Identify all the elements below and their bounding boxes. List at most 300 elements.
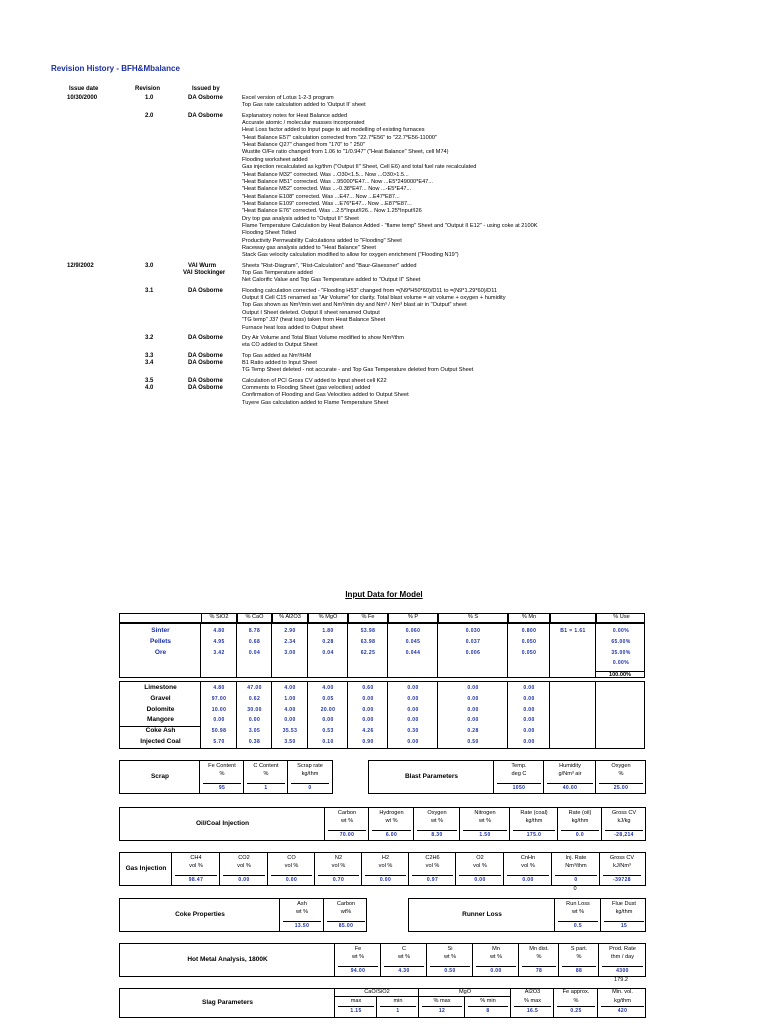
slag-value: 12 [438,1008,446,1014]
revision-author: DA Osborne [188,377,223,384]
param-header-line2: vol % [331,863,346,869]
param-header-line2: wt % [351,954,365,960]
param-header-line1: Gross CV [611,810,637,816]
ore-value: 0.037 [465,639,481,645]
revision-author: DA Osborne [188,95,223,101]
revision-note: Sheets "Rist-Diagram", "Rist-Calculation" and "Baur-Glaessner" added [242,262,417,269]
param-header-line2: deg C [511,771,527,777]
ore-value: 53.98 [360,628,376,634]
ore-row-name: Pellets [150,638,171,645]
ore-value: 35.00% [611,650,631,656]
revision-author: DA Osborne [188,112,223,119]
ore-row-name: Sinter [151,627,170,634]
additive-value: 0.05 [322,695,334,702]
slag-value-underline [338,1006,374,1007]
revision-note: Accurate atomic / molecular masses incorporated [242,120,365,127]
oil-coal-label: Oil/Coal Injection [195,820,250,827]
param-value: 1 [264,785,268,791]
param-value: 94.00 [350,968,366,974]
additive-value: 0.00 [523,706,535,713]
revision-author: VAI Stockinger [183,270,226,277]
param-header-line1: CH4 [190,855,202,861]
ore-extra-use: 0.00% [612,660,630,666]
scrap-label: Scrap [150,773,170,780]
revision-note: Flooding Sheet Tidied [242,230,297,237]
param-header-line1: O2 [476,855,484,861]
param-header-line1: Mn [492,946,500,952]
slag-group-header: Min. vol. [612,989,633,995]
hot-metal-below: 179.2 [614,977,628,983]
revision-history-title: Revision History - BFH&Mbalance [51,64,180,73]
param-value-underline [247,783,285,784]
ore-value: 2.34 [284,639,296,645]
param-value-underline [507,875,549,876]
ore-value: 63.98 [360,639,376,645]
additive-value: 0.60 [362,685,374,691]
param-value: 4300 [616,968,629,974]
param-header-line2: vol % [284,863,299,869]
revision-note: Excel version of Lotus 1-2-3 program [242,95,334,101]
ore-value: 4.95 [213,639,225,645]
revision-note: Explanatory notes for Heat Balance added [242,112,348,119]
param-value: 0.00 [474,877,486,883]
param-header-line1: Carbon [336,901,356,907]
param-header-line2: kg/thm [301,771,319,777]
param-value-underline [283,921,321,922]
revision-number: 3.1 [145,287,154,294]
revision-note: Dry top gas analysis added to "Output II" Sheet [242,215,359,222]
param-value: 8.30 [431,832,443,838]
param-value-underline [318,875,359,876]
ore-value: 0.030 [465,628,481,634]
revision-note: "Heat Balance M52" corrected. Was ...-0.38*E47... Now ...-E5*E47... [242,186,412,193]
additive-value: 3.05 [248,728,261,735]
runner-label: Runner Loss [462,911,502,918]
ore-value: 0.050 [521,650,537,656]
param-value-underline [562,966,596,967]
additive-value: 0.00 [407,685,419,691]
gas-injection-box [119,852,646,886]
additive-value: 0.00 [467,685,479,691]
additive-value: 0.28 [467,728,479,735]
revision-note: Raceway gas analysis added to "Heat Balance" Sheet [242,245,376,251]
param-header-line2: vol % [521,863,535,869]
param-value-underline [604,921,644,922]
ore-table [119,623,645,678]
revision-note: "TG temp" J37 (heat loss) taken from Heat Balance Sheet [242,317,386,324]
revision-note: Flooding worksheet added [242,156,308,163]
param-header-line2: wt % [340,818,354,824]
input-data-title: Input Data for Model [345,590,423,599]
ore-value: 0.045 [405,639,421,645]
revision-note: Top Gas added as Nm³/tHM [242,352,312,359]
slag-value-underline [514,1006,551,1007]
slag-value: 16.5 [526,1008,539,1014]
revision-number: 2.0 [145,112,154,119]
param-header-line2: vol % [473,863,487,869]
coke-box [119,898,367,932]
additive-value: 50.98 [211,728,227,735]
revision-author: DA Osborne [188,384,223,391]
param-value-underline [291,783,329,784]
param-header-line1: Mn dist. [529,946,549,952]
revision-note: Furnace heat loss added to Output sheet [242,324,344,331]
param-header-line1: Carbon [337,810,357,816]
slag-value: 0.25 [570,1008,582,1014]
param-value-underline [327,921,365,922]
param-value-underline [513,830,555,831]
param-value: 0.5 [573,923,583,929]
additive-value: 0.00 [407,706,419,713]
additive-value: 4.26 [362,728,374,735]
additive-row-name: Injected Coal [140,738,181,745]
param-header-line1: Hydrogen [379,810,404,816]
slag-group-header: MgO [458,989,472,995]
hot-metal-label: Hot Metal Analysis, 1800K [187,956,268,963]
ore-value: 8.78 [248,628,261,634]
param-header-line1: Temp. [511,763,527,769]
ore-value: 0.006 [465,650,481,656]
param-header-line1: Rate (oil) [568,810,592,816]
slag-box [119,988,646,1018]
param-header-line1: CnHn [520,855,536,861]
revision-date: 10/30/2000 [67,95,98,101]
ore-value: 65.00% [611,639,631,645]
param-header-line1: Rate (coal) [520,810,548,816]
revision-note: Top Gas rate calculation added to 'Output II' sheet [242,102,366,109]
revision-note: Dry Air Volume and Total Blast Volume modified to show Nm³/thm [242,334,404,341]
additive-value: 1.00 [284,695,296,702]
param-value: 78 [535,968,543,974]
additive-row-name: Coke Ash [145,727,176,735]
slag-value: 1.15 [350,1008,362,1014]
revision-number: 3.3 [145,352,154,359]
revision-note: Flame Temperature Calculation by Heat Balance Added - "flame temp" Sheet and "Output II E12" - using coke at 2100K [242,222,538,229]
additive-value: 0.00 [248,717,261,724]
param-value: 0.00 [238,877,250,883]
param-value: 95 [218,785,226,791]
additive-value: 4.00 [284,706,296,713]
ore-row-name: Ore [154,649,167,656]
param-value: 175.0 [526,832,542,838]
additive-value: 30.00 [247,706,262,713]
param-header-line2: % [576,954,582,960]
additive-value: 0.62 [248,695,261,702]
param-header-line2: vol % [189,863,203,869]
ore-value: 0.28 [322,639,334,645]
revision-note: Comments to Flooding Sheet (gas velocities) added [242,384,371,391]
param-value-underline [599,783,643,784]
param-value: 0.00 [285,877,298,883]
revision-note: Heat Loss factor added to Input page to aid modelling of existing furnaces [242,127,425,134]
param-value: 0 [574,877,578,883]
param-header-line1: Si [447,946,453,952]
blast-box [368,760,646,794]
ore-value: B1 = 1.61 [560,628,586,634]
ore-header-cell: % S [438,614,508,622]
additive-row-name: Dolomite [146,705,175,713]
gas-injection-label: Gas Injection [125,865,167,872]
additive-value: 0.00 [284,717,296,724]
revision-note: B1 Ratio added to Input Sheet [242,359,317,366]
slag-group-header: Al2O3 [524,989,541,995]
param-value: 13.50 [294,923,310,929]
param-header-line2: vol % [237,863,251,869]
revision-note: Confirmation of Flooding and Gas Velocities added to Output Sheet [242,392,409,399]
ore-header-cell [550,614,596,622]
param-value-underline [328,830,366,831]
revision-note: "Heat Balance E57" calculation corrected from "22.7*E56" to "22.7*E56-11000" [242,134,437,141]
param-value-underline [175,875,217,876]
param-header-line2: vol % [425,863,440,869]
ore-value: 0.04 [248,650,261,656]
param-header-line1: C [401,946,407,952]
revision-note: eta CO added to Output Sheet [242,342,318,349]
param-value: 98.47 [188,877,204,883]
ore-value: 0.800 [521,628,537,634]
ore-value: 0.04 [322,650,334,656]
slag-sub-header: min [393,998,403,1004]
param-header-line1: Nitrogen [474,810,496,816]
additive-value: 0.30 [407,728,419,735]
param-header-line2: % [263,771,269,777]
param-header-line2: thm / day [610,954,634,960]
additive-value: 0.00 [362,695,374,702]
revision-note: Productivity Permeability Calculations added to "Flooding" Sheet [242,237,402,244]
additive-value: 0.00 [467,695,479,702]
param-header-line2: % [219,771,225,777]
ore-header-cell: % MgO [308,614,348,622]
additives-column-divider [595,682,596,748]
param-value: 4.30 [398,968,410,974]
slag-value-underline [601,1006,644,1007]
revision-note: TG Temp Sheet deleted - not accurate - and Top Gas Temperature deleted from Output Sheet [242,367,474,374]
param-value: 0 [308,785,312,791]
param-value-underline [203,783,241,784]
param-header-line2: vol % [378,863,393,869]
slag-value: 8 [486,1008,490,1014]
param-header-line2: kJ/kg [617,818,631,824]
gas-injection-below: 0 [573,886,577,892]
slag-sub-header: % [573,998,579,1004]
revision-note: Wustite O/Fe ratio changed from 1.06 to "1/0.947" ("Heat Balance" Sheet, cell M74) [242,149,449,156]
param-value: 15 [620,923,628,929]
ore-value: 0.060 [405,628,421,634]
revision-author: DA Osborne [188,359,223,366]
additive-value: 0.00 [523,739,535,745]
ore-header-cell: % Al2O3 [272,614,308,622]
revision-note: "Heat Balance E109" corrected. Was ...E76*E47... Now ...E87*E87... [242,200,412,207]
param-value: 40.00 [562,785,578,791]
additive-value: 47.00 [247,685,262,691]
ore-value: 2.90 [284,628,296,634]
additive-value: 0.00 [213,717,225,724]
additive-value: 5.70 [213,739,225,745]
revision-author: DA Osborne [188,287,223,294]
param-value: -39728 [613,877,631,883]
param-header-line1: Humidity [559,763,581,769]
slag-label: Slag Parameters [202,999,253,1006]
ore-header-cell: % Use [596,614,646,622]
param-header-line2: % [536,954,542,960]
ore-value: 4.80 [213,628,225,634]
slag-group-underline [335,996,511,997]
additive-row-name: Mangore [146,716,175,724]
param-value-underline [384,966,424,967]
revision-author: DA Osborne [188,352,223,359]
additive-value: 0.50 [467,739,479,745]
additive-value: 10.00 [211,706,227,713]
slag-value: 1 [396,1008,400,1014]
slag-group-header: Fe approx. [562,989,590,995]
param-header-line1: H2 [381,855,390,861]
param-header-line2: wt % [430,818,444,824]
ore-header-strip [119,613,645,623]
param-header-line1: Fe Content [208,763,236,769]
param-value: 6.00 [385,832,398,838]
param-value: 0.70 [332,877,345,883]
issue-date-header: Issue date [69,86,99,92]
ore-value: 3.42 [213,650,225,656]
param-value-underline [271,875,312,876]
param-header-line1: CO2 [238,855,250,861]
param-value: 0.00 [379,877,392,883]
slag-sub-header: kg/thm [614,998,631,1004]
additive-value: 20.00 [320,706,336,713]
scrap-box [119,760,333,794]
param-value-underline [338,966,378,967]
additive-value: 0.38 [248,739,261,745]
param-header-line1: S part. [570,946,588,952]
slag-value: 420 [617,1008,628,1014]
param-header-line2: wt % [385,818,398,824]
additive-value: 0.00 [322,717,334,724]
ore-header-cell: % P [388,614,438,622]
param-header-line2: kg/thm [571,818,589,824]
param-value: 70.00 [339,832,355,838]
revision-note: Gas injection recalculated as kg/thm ("Output II" Sheet, Cell E6) and total fuel rate recalculated [242,164,477,171]
revision-note: Calculation of PCI Gross CV added to Input sheet cell K22 [242,377,387,384]
revision-note: Top Gas Temperature added [242,270,313,277]
revision-number: 1.0 [145,95,154,101]
additive-separator [120,726,201,727]
param-header-line2: wt % [295,909,309,915]
param-header-line2: wt % [443,954,457,960]
param-header-line2: % [618,771,624,777]
revision-header: Revision [135,86,161,92]
param-value-underline [476,966,516,967]
param-header-line1: Oxygen [611,763,631,769]
revision-author: VAI Wurm [188,262,217,269]
param-value: 0.00 [490,968,502,974]
param-value: 0.50 [444,968,456,974]
param-header-line1: Scrap rate [297,763,323,769]
param-value: -28,214 [614,832,634,838]
ore-header-cell: % CaO [237,614,272,622]
additive-value: 0.53 [322,728,334,735]
param-header-line1: C2H6 [425,855,440,861]
param-value-underline [372,830,411,831]
param-header-line1: Ash [297,901,307,907]
param-header-line2: g/Nm³ air [558,771,582,777]
param-header-line1: Inj. Rate [565,855,587,861]
ore-value: 0.68 [248,639,261,645]
revision-note: Net Calorific Value and Top Gas Temperature added to "Output II" Sheet [242,277,421,284]
param-header-line2: wt % [571,909,585,915]
param-header-line1: Run Loss [566,901,590,907]
param-value-underline [603,875,641,876]
oil-coal-box [119,807,646,841]
param-header-line2: kg/thm [615,909,633,915]
param-value: 1.50 [479,832,491,838]
additive-value: 0.00 [407,717,419,724]
param-value-underline [412,875,453,876]
param-header-line1: N2 [334,855,343,861]
param-header-line2: wt% [340,909,352,915]
ore-value: 0.044 [405,650,421,656]
revision-number: 3.4 [145,359,154,366]
param-value-underline [223,875,265,876]
param-value-underline [602,966,643,967]
param-value-underline [558,921,598,922]
param-header-line1: CO [287,855,296,861]
param-value-underline [555,875,597,876]
revision-note: Top Gas shown as Nm³/min wet and Nm³/min dry and Nm³ / Nm³ blast air in "Output" sheet [242,302,467,309]
additive-value: 0.00 [523,728,535,735]
ore-value: 62.25 [360,650,376,656]
additive-value: 4.00 [322,685,334,691]
param-value: 85.00 [338,923,354,929]
ore-header-cell: % SiO2 [201,614,237,622]
additive-value: 0.90 [362,739,374,745]
revision-note: "Heat Balance Q27" changed from "170" to " 250" [242,142,365,149]
param-value-underline [561,830,599,831]
revision-note: "Heat Balance M51" corrected. Was ...95000*E47... Now ...E5*249000*E47... [242,178,433,185]
param-value-underline [430,966,470,967]
additive-value: 0.00 [407,695,419,702]
additive-value: 3.50 [284,739,296,745]
additive-value: 35.53 [282,728,298,735]
param-value-underline [463,830,507,831]
param-value: 0.97 [426,877,439,883]
slag-sub-header: % max [433,998,451,1004]
ore-value: 1.80 [322,628,334,634]
param-value: 1050 [512,785,526,791]
param-header-line2: kg/thm [525,818,543,824]
slag-group-header: CaO/SiO2 [364,989,390,995]
revision-note: Tuyere Gas calculation added to Flame Temperature Sheet [242,399,389,406]
param-value-underline [365,875,406,876]
revision-date: 12/9/2002 [67,262,94,269]
revision-note: "Heat Balance E108" corrected. Was ...E47... Now ...E47*E87... [242,193,400,200]
ore-value: 3.00 [284,650,296,656]
additive-row-name: Limestone [144,684,177,691]
ore-value: 0.00% [612,628,630,634]
ore-header-cell: % Mn [508,614,550,622]
coke-label: Coke Properties [175,911,225,918]
param-header-line2: wt % [489,954,503,960]
revision-note: Output II Cell C15 renamed as "Air Volume" for clarity. Total blast volume = air volume + oxygen + humidity [242,295,506,302]
param-header-line2: wt % [397,954,411,960]
revision-note: Stack Gas velocity calculation modified to allow for oxygen enrichment ("Flooding N19") [242,252,459,259]
param-value-underline [459,875,501,876]
param-header-line1: Gross CV [609,855,635,861]
param-value: 88 [575,968,583,974]
blast-label: Blast Parameters [404,773,459,780]
param-header-line1: Prod. Rate [609,946,636,952]
param-value: 25.00 [613,785,629,791]
slag-value-underline [557,1006,595,1007]
